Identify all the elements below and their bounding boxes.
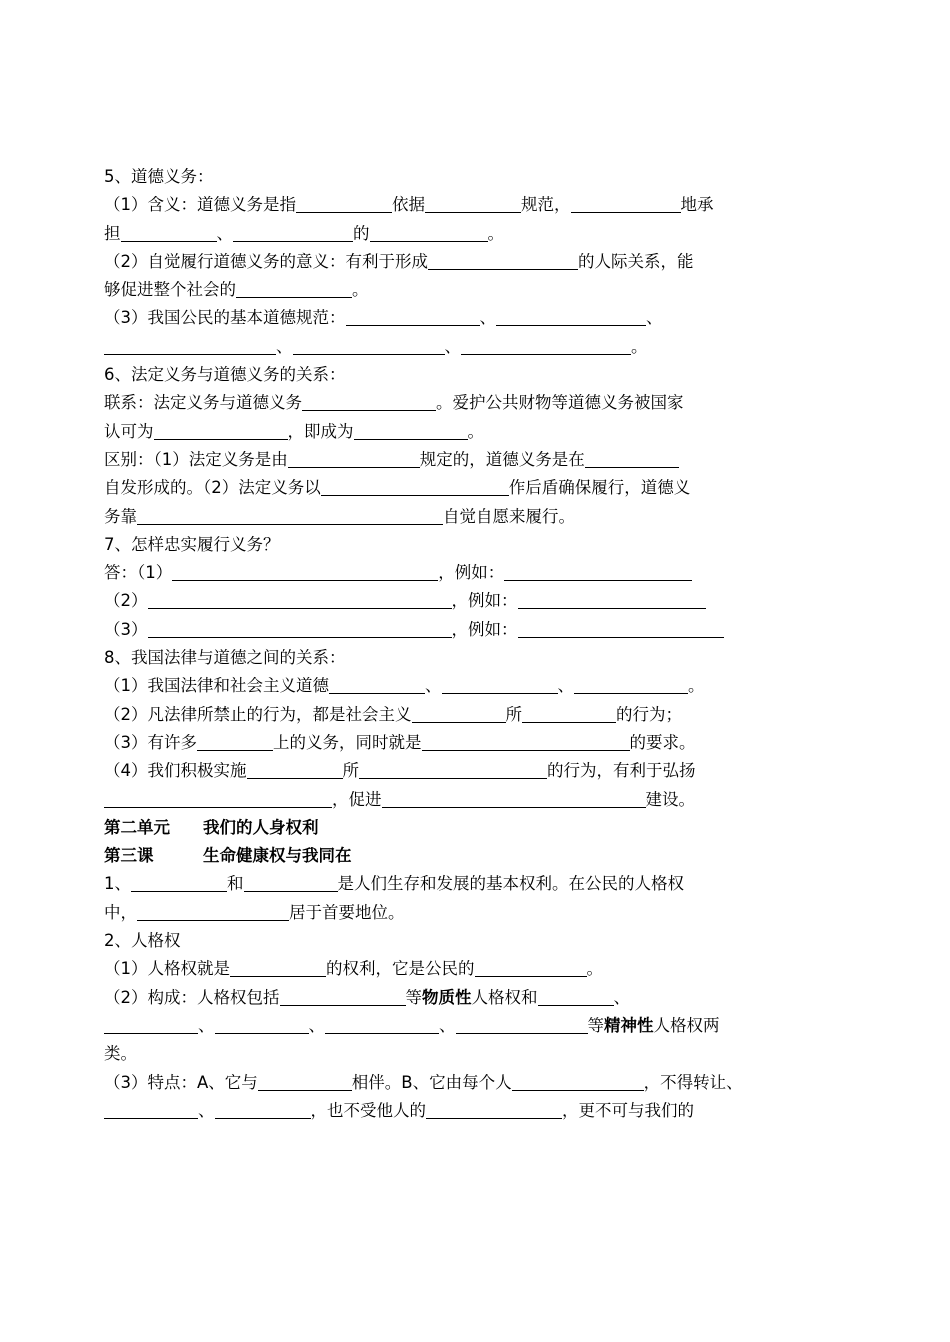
blank-field[interactable] bbox=[104, 1098, 198, 1119]
text-line: （4）我们积极实施 所 的行为，有利于弘扬 bbox=[104, 757, 764, 785]
text-line: （3）有许多 上的义务，同时就是 的要求。 bbox=[104, 729, 764, 757]
text-line: 自发形成的。（2）法定义务以 作后盾确保履行，道德义 bbox=[104, 474, 764, 502]
text-line: 联系：法定义务与道德义务 。爱护公共财物等道德义务被国家 bbox=[104, 389, 764, 417]
blank-field[interactable] bbox=[428, 249, 578, 270]
blank-field[interactable] bbox=[321, 475, 509, 496]
blank-field[interactable] bbox=[131, 871, 227, 892]
blank-field[interactable] bbox=[456, 1013, 588, 1034]
blank-field[interactable] bbox=[475, 956, 587, 977]
blank-field[interactable] bbox=[137, 504, 443, 525]
blank-field[interactable] bbox=[325, 1013, 439, 1034]
text-line: 1、 和 是人们生存和发展的基本权利。在公民的人格权 bbox=[104, 870, 764, 898]
blank-field[interactable] bbox=[154, 419, 288, 440]
text-line: 答：（1） ，例如： bbox=[104, 559, 764, 587]
blank-field[interactable] bbox=[104, 334, 276, 355]
blank-field[interactable] bbox=[233, 221, 353, 242]
blank-field[interactable] bbox=[280, 985, 406, 1006]
heading-law-moral: 8、我国法律与道德之间的关系： bbox=[104, 648, 346, 668]
lesson-heading: 第三课 生命健康权与我同在 bbox=[104, 846, 352, 866]
blank-field[interactable] bbox=[538, 985, 614, 1006]
blank-field[interactable] bbox=[247, 758, 343, 779]
blank-field[interactable] bbox=[422, 730, 630, 751]
blank-field[interactable] bbox=[504, 560, 692, 581]
text-line: 、 ，也不受他人的 ，更不可与我们的 bbox=[104, 1097, 764, 1125]
blank-field[interactable] bbox=[359, 758, 547, 779]
blank-field[interactable] bbox=[148, 588, 452, 609]
blank-field[interactable] bbox=[522, 702, 616, 723]
text-line: 类。 bbox=[104, 1044, 137, 1064]
text-line: （3）我国公民的基本道德规范： 、 、 bbox=[104, 304, 764, 332]
document-page bbox=[104, 163, 764, 1125]
blank-field[interactable] bbox=[215, 1098, 311, 1119]
text-line: 、 、 、 等精神性人格权两 bbox=[104, 1012, 764, 1040]
unit-heading: 第二单元 我们的人身权利 bbox=[104, 817, 319, 837]
text-line: （1）人格权就是 的权利，它是公民的 。 bbox=[104, 955, 764, 983]
blank-field[interactable] bbox=[585, 447, 679, 468]
text-line: 够促进整个社会的 。 bbox=[104, 276, 764, 304]
text-line: 、 、 。 bbox=[104, 333, 764, 361]
blank-field[interactable] bbox=[496, 305, 646, 326]
blank-field[interactable] bbox=[197, 730, 273, 751]
blank-field[interactable] bbox=[382, 787, 646, 808]
blank-field[interactable] bbox=[518, 617, 724, 638]
blank-field[interactable] bbox=[244, 871, 338, 892]
blank-field[interactable] bbox=[104, 787, 332, 808]
text-line: （2） ，例如： bbox=[104, 587, 764, 615]
text-line: 担 、 的 。 bbox=[104, 220, 764, 248]
blank-field[interactable] bbox=[296, 192, 392, 213]
text-line: 务靠 自觉自愿来履行。 bbox=[104, 503, 764, 531]
blank-field[interactable] bbox=[293, 334, 445, 355]
text-line: （1）含义：道德义务是指 依据 规范， 地承 bbox=[104, 191, 764, 219]
blank-field[interactable] bbox=[230, 956, 326, 977]
heading-moral-duty: 5、道德义务： bbox=[104, 167, 214, 186]
blank-field[interactable] bbox=[104, 1013, 198, 1034]
blank-field[interactable] bbox=[354, 419, 468, 440]
text-line: ，促进 建设。 bbox=[104, 786, 764, 814]
blank-field[interactable] bbox=[442, 673, 558, 694]
text-line: （3）特点：A、它与 相伴。B、它由每个人 ，不得转让、 bbox=[104, 1069, 764, 1097]
blank-field[interactable] bbox=[512, 1070, 644, 1091]
blank-field[interactable] bbox=[172, 560, 438, 581]
heading-fulfill-duty: 7、怎样忠实履行义务？ bbox=[104, 534, 280, 554]
blank-field[interactable] bbox=[461, 334, 631, 355]
blank-field[interactable] bbox=[137, 900, 289, 921]
text-line: （1）我国法律和社会主义道德 、 、 。 bbox=[104, 672, 764, 700]
text-line: （2）自觉履行道德义务的意义：有利于形成 的人际关系，能 bbox=[104, 248, 764, 276]
blank-field[interactable] bbox=[370, 221, 488, 242]
blank-field[interactable] bbox=[346, 305, 480, 326]
blank-field[interactable] bbox=[288, 447, 420, 468]
blank-field[interactable] bbox=[148, 617, 452, 638]
blank-field[interactable] bbox=[425, 192, 521, 213]
text-line: （3） ，例如： bbox=[104, 616, 764, 644]
blank-field[interactable] bbox=[258, 1070, 352, 1091]
heading-personality-right: 2、人格权 bbox=[104, 931, 181, 951]
blank-field[interactable] bbox=[236, 277, 352, 298]
blank-field[interactable] bbox=[302, 390, 436, 411]
blank-field[interactable] bbox=[215, 1013, 309, 1034]
blank-field[interactable] bbox=[571, 192, 681, 213]
text-line: 认可为 ，即成为 。 bbox=[104, 418, 764, 446]
blank-field[interactable] bbox=[574, 673, 688, 694]
blank-field[interactable] bbox=[518, 588, 706, 609]
blank-field[interactable] bbox=[412, 702, 506, 723]
text-line: 中， 居于首要地位。 bbox=[104, 899, 764, 927]
text-line: （2）凡法律所禁止的行为，都是社会主义 所 的行为； bbox=[104, 701, 764, 729]
blank-field[interactable] bbox=[426, 1098, 562, 1119]
heading-duty-relation: 6、法定义务与道德义务的关系： bbox=[104, 365, 346, 385]
text-line: （2）构成：人格权包括 等物质性人格权和 、 bbox=[104, 984, 764, 1012]
text-line: 区别：（1）法定义务是由 规定的，道德义务是在 bbox=[104, 446, 764, 474]
blank-field[interactable] bbox=[121, 221, 217, 242]
blank-field[interactable] bbox=[329, 673, 425, 694]
